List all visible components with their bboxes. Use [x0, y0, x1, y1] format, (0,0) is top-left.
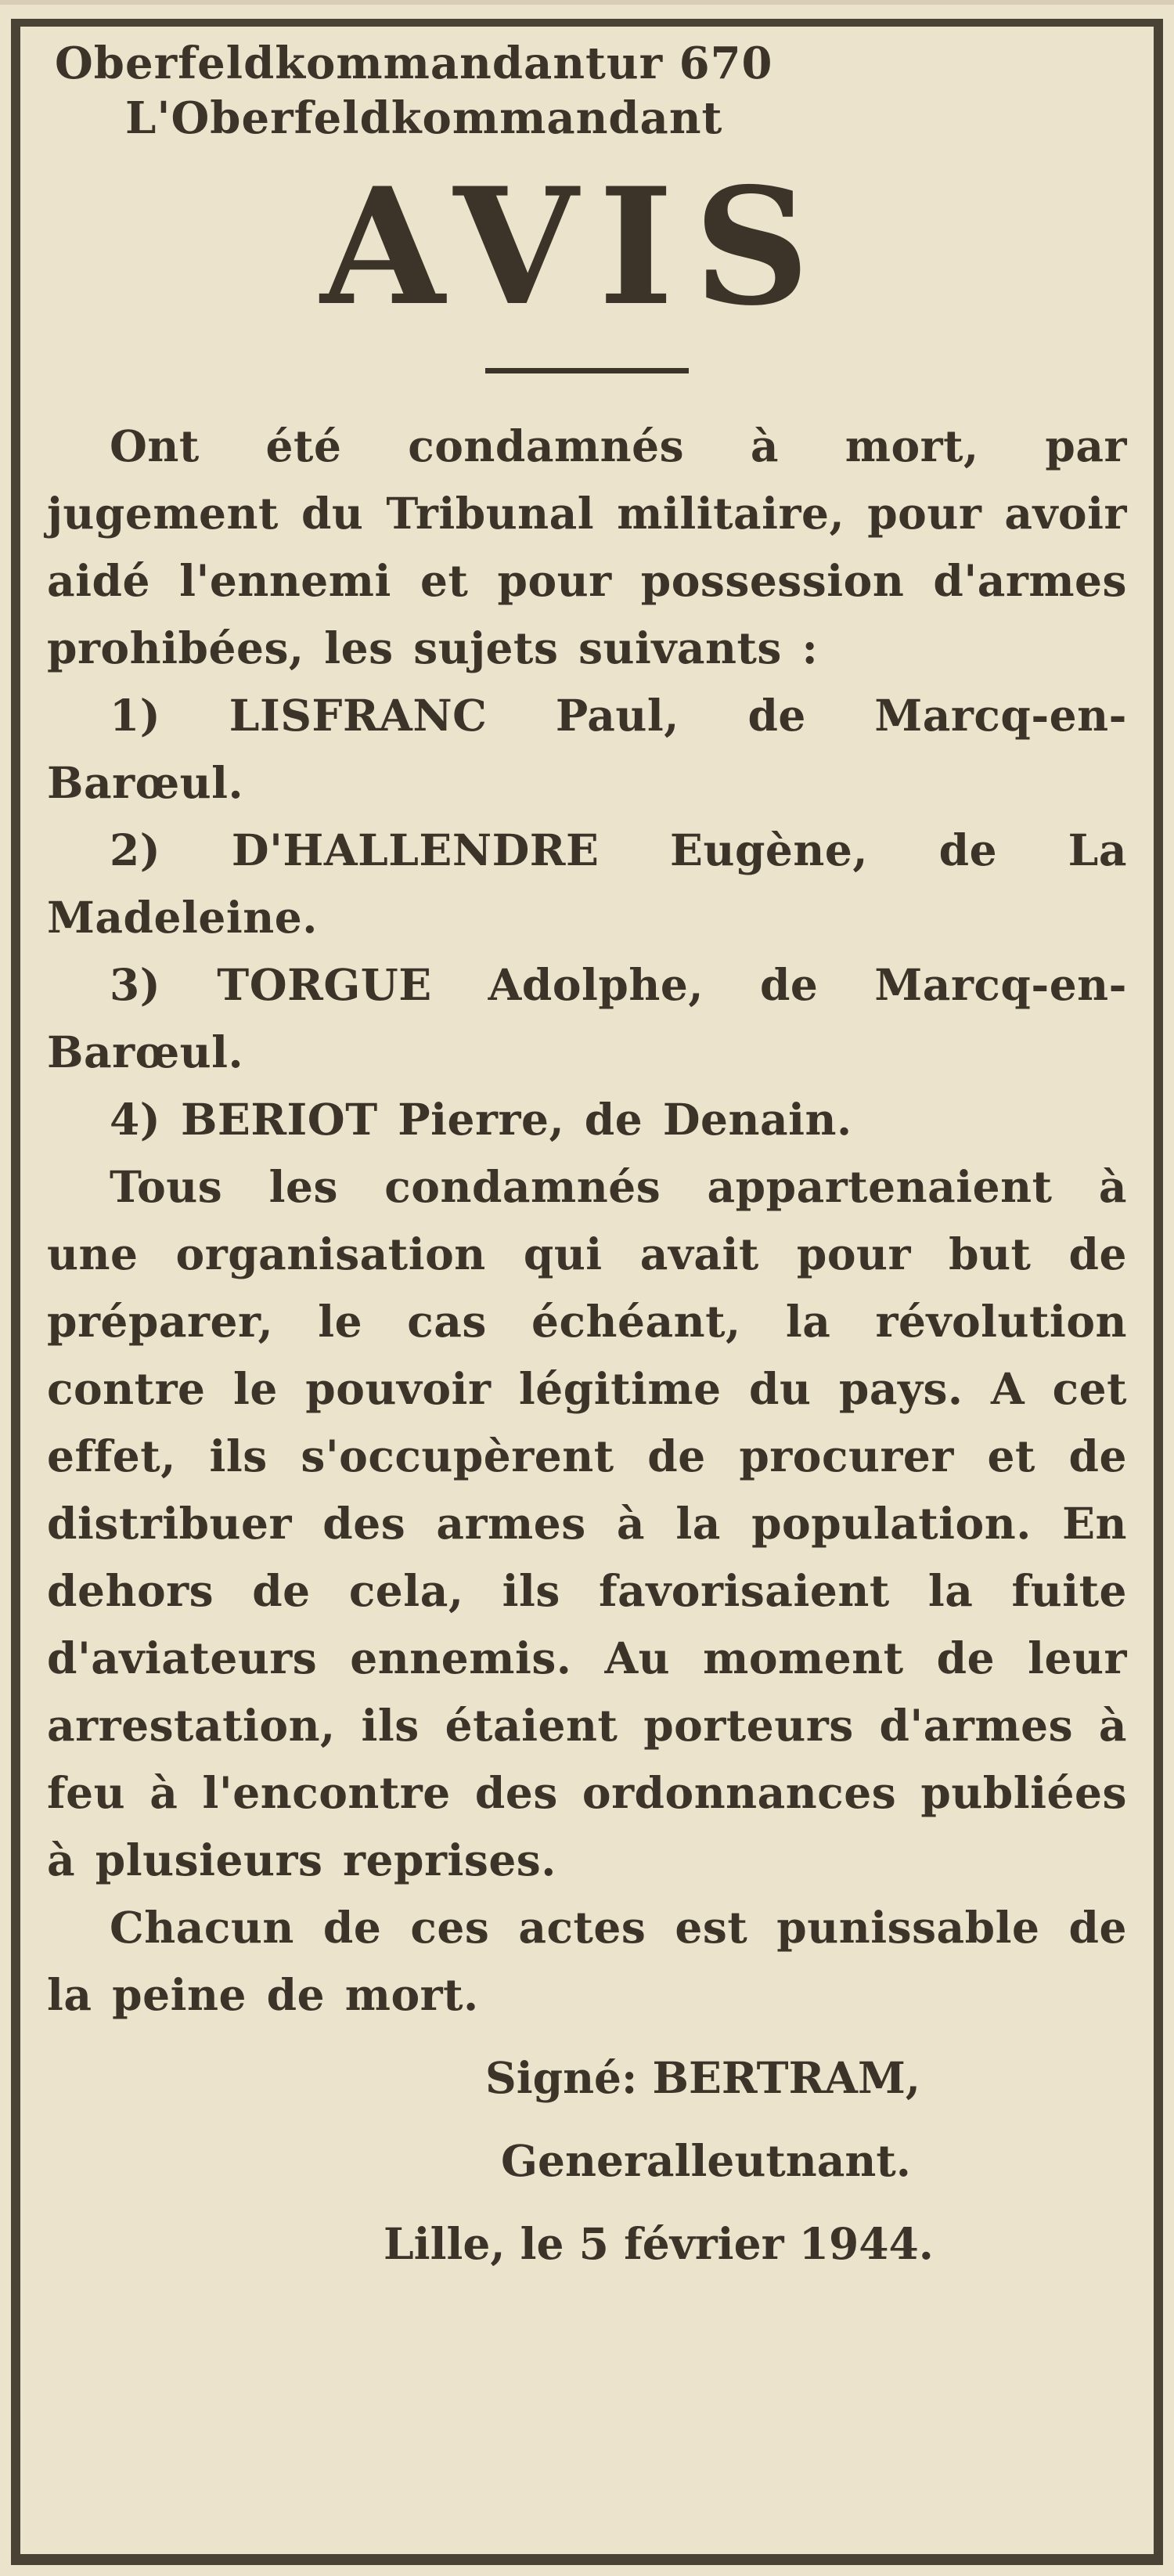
condemned-item-4: 4) BERIOT Pierre, de Denain. — [110, 1094, 852, 1145]
condemned-item-1: 1) LISFRANC Paul, de Marcq-en-Barœul. — [47, 690, 1127, 808]
notice-title: AVIS — [320, 153, 830, 341]
intro-paragraph: Ont été condamnés à mort, par jugement du Tribunal militaire, pour avoir aidé l'ennemi et pour possession d'armes prohibées, les sujets suivants : — [47, 420, 1127, 673]
condemned-item-2: 2) D'HALLENDRE Eugène, de La Madeleine. — [47, 824, 1127, 943]
organisation-paragraph: Tous les condamnés appartenaient à une organisation qui avait pour but de préparer, le cas échéant, la révolution contre le pouvoir légitime du pays. A cet effet, ils s'occupèrent de procurer et de distribuer des armes à la population. En dehors de cela, ils favorisaient la fuite d'aviateurs ennemis. Au moment de leur arrestation, ils étaient porteurs d'armes à feu à l'encontre des ordonnances publiées à plusieurs reprises. — [47, 1161, 1127, 1885]
notice-body — [47, 413, 1127, 2029]
header-commander: L'Oberfeldkommandant — [125, 92, 723, 144]
signature-name: Signé: BERTRAM, — [485, 2052, 920, 2103]
penalty-paragraph: Chacun de ces actes est punissable de la peine de mort. — [47, 1902, 1127, 2020]
condemned-item-3: 3) TORGUE Adolphe, de Marcq-en-Barœul. — [47, 959, 1127, 1077]
header-authority: Oberfeldkommandantur 670 — [55, 38, 773, 89]
notice-content — [47, 36, 1127, 2278]
title-divider — [485, 368, 689, 373]
signature-place-date: Lille, le 5 février 1944. — [384, 2218, 934, 2269]
signature-rank: Generalleutnant. — [501, 2135, 911, 2186]
